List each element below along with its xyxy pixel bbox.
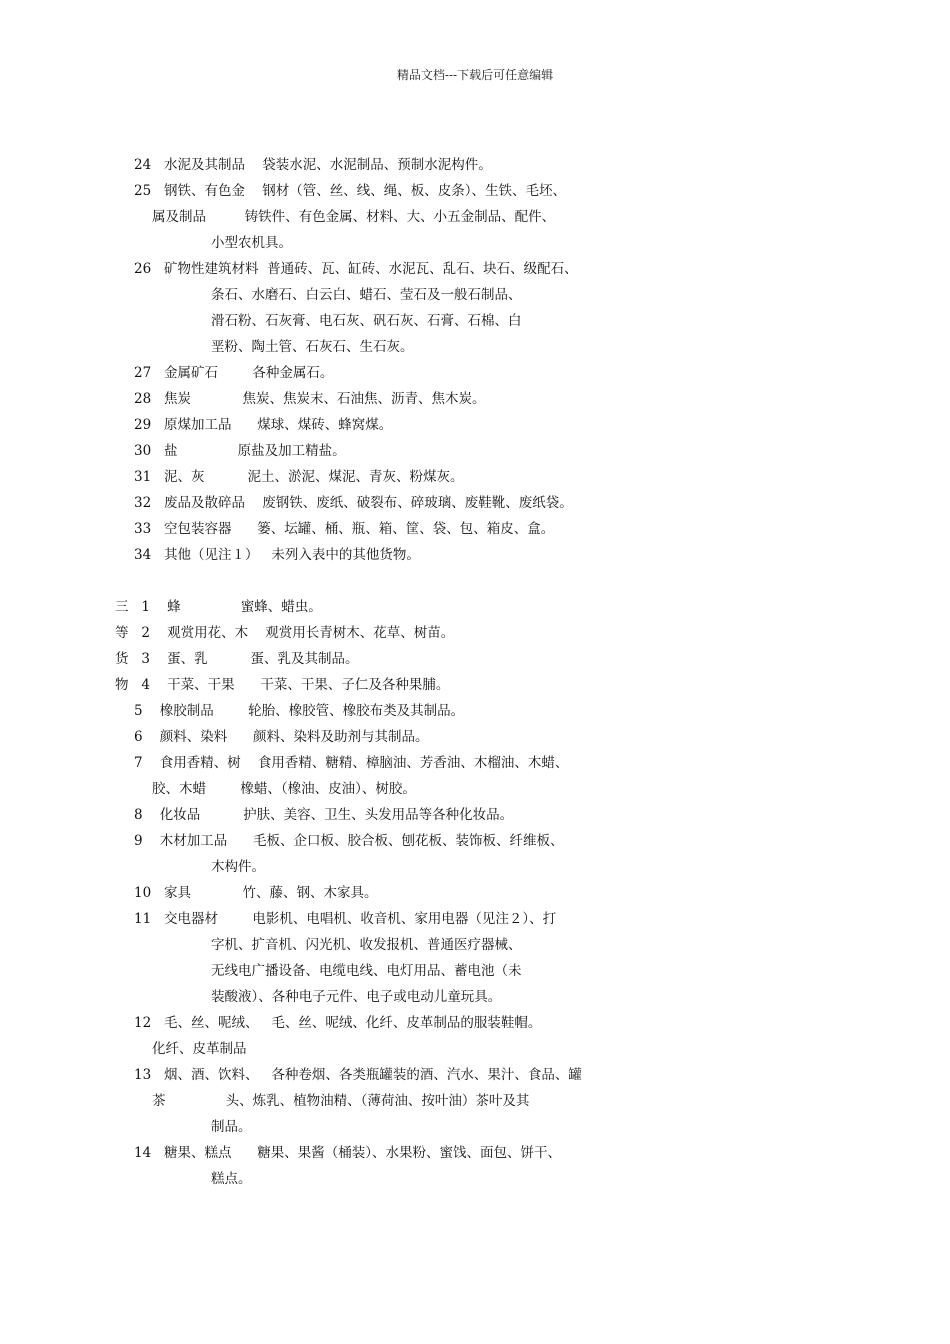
text-line: 12 毛、丝、呢绒、 毛、丝、呢绒、化纤、皮革制品的服装鞋帽。 [134,1015,542,1031]
text-line: 木构件。 [211,859,265,875]
text-line: 34 其他（见注１） 未列入表中的其他货物。 [134,547,420,563]
text-line: 8 化妆品 护肤、美容、卫生、头发用品等各种化妆品。 [134,807,514,823]
text-line: 5 橡胶制品 轮胎、橡胶管、橡胶布类及其制品。 [134,703,465,719]
text-line: 26 矿物性建筑材料 普通砖、瓦、缸砖、水泥瓦、乱石、块石、级配石、 [134,261,578,277]
text-line: 27 金属矿石 各种金属石。 [134,365,334,381]
text-line: 7 食用香精、树 食用香精、糖精、樟脑油、芳香油、木榴油、木蜡、 [134,755,569,771]
text-line: 6 颜料、染料 颜料、染料及助剂与其制品。 [134,729,429,745]
text-line: 货 3 蛋、乳 蛋、乳及其制品。 [115,651,359,667]
text-line: 9 木材加工品 毛板、企口板、胶合板、刨花板、装饰板、纤维板、 [134,833,564,849]
text-line: 装酸液）、各种电子元件、电子或电动儿童玩具。 [211,989,502,1005]
text-line: 28 焦炭 焦炭、焦炭末、石油焦、沥青、焦木炭。 [134,391,486,407]
text-line: 茶 头、炼乳、植物油精、（薄荷油、按叶油）茶叶及其 [152,1093,530,1109]
text-line: 条石、水磨石、白云白、蜡石、莹石及一般石制品、 [211,287,522,303]
text-line: 字机、扩音机、闪光机、收发报机、普通医疗器械、 [211,937,522,953]
text-line: 30 盐 原盐及加工精盐。 [134,443,346,459]
page-header: 精品文档---下载后可任意编辑 [396,68,554,82]
text-line: 10 家具 竹、藤、钢、木家具。 [134,885,378,901]
text-line: 糕点。 [211,1171,252,1187]
text-line: 29 原煤加工品 煤球、煤砖、蜂窝煤。 [134,417,393,433]
text-line: 等 2 观赏用花、木 观赏用长青树木、花草、树苗。 [115,625,455,641]
text-line: 滑石粉、石灰膏、电石灰、矾石灰、石膏、石棉、白 [211,313,522,329]
text-line: 属及制品 铸铁件、有色金属、材料、大、小五金制品、配件、 [152,209,556,225]
text-line: 胶、木蜡 橡蜡、（橡油、皮油）、树胶。 [152,781,416,797]
text-line: 25 钢铁、有色金 钢材（管、丝、线、绳、板、皮条）、生铁、毛坯、 [134,183,566,199]
text-line: 制品。 [211,1119,252,1135]
text-line: 14 糖果、糕点 糖果、果酱（桶装）、水果粉、蜜饯、面包、饼干、 [134,1145,562,1161]
text-line: 24 水泥及其制品 袋装水泥、水泥制品、预制水泥构件。 [134,157,492,173]
text-line: 31 泥、灰 泥土、淤泥、煤泥、青灰、粉煤灰。 [134,469,464,485]
text-line: 32 废品及散碎品 废钢铁、废纸、破裂布、碎玻璃、废鞋靴、废纸袋。 [134,495,573,511]
text-line: 小型农机具。 [211,235,292,251]
text-line: 物 4 干菜、干果 干菜、干果、子仁及各种果脯。 [115,677,450,693]
text-line: 三 1 蜂 蜜蜂、蜡虫。 [115,599,322,615]
text-line: 无线电广播设备、电缆电线、电灯用品、蓄电池（未 [211,963,522,979]
text-line: 垩粉、陶土管、石灰石、生石灰。 [211,339,414,355]
text-line: 化纤、皮革制品 [152,1041,247,1057]
text-line: 11 交电器材 电影机、电唱机、收音机、家用电器（见注２）、打 [134,911,557,927]
text-line: 13 烟、酒、饮料、 各种卷烟、各类瓶罐装的酒、汽水、果汁、食品、罐 [134,1067,582,1083]
text-line: 33 空包装容器 篓、坛罐、桶、瓶、箱、筐、袋、包、箱皮、盒。 [134,521,555,537]
